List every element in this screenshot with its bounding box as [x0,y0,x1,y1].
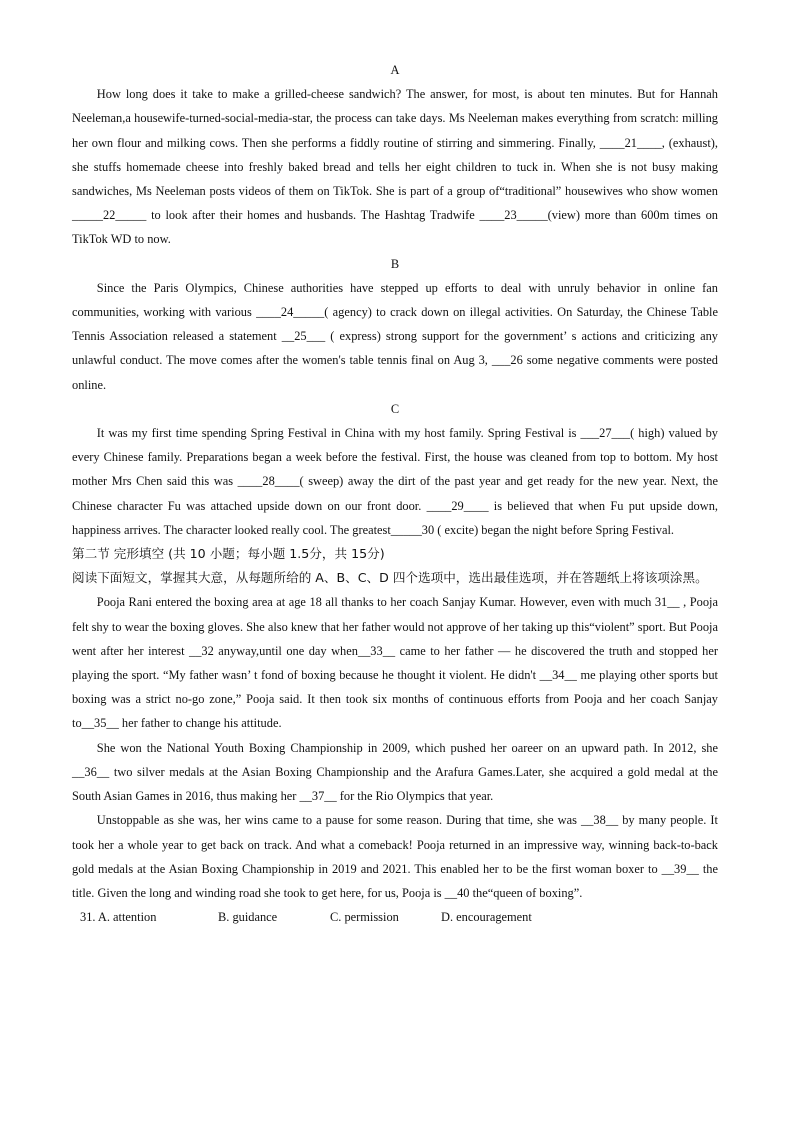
option-b: B. guidance [218,910,278,925]
section-b-heading: B [390,256,400,271]
option-d: D. encouragement [441,910,532,925]
section-b-paragraph: Since the Paris Olympics, Chinese authorities have stepped up efforts to deal with unruly behavior in online fan communities, working with various ____24_____( agency) to crack down on illegal activities. On Saturday, the Chinese Table Tennis Association released a statement __25___ ( express) strong support for the government’ s actions and criticizing any unlawful conduct. The move comes after the women's table tennis final on Aug 3, ___26 some negative comments were posted online. [72,280,718,392]
part2-instruction: 阅读下面短文，掌握其大意，从每题所给的 A、B、C、D 四个选项中，选出最佳选项，并在答题纸上将该项涂黑。 [72,570,708,586]
section-c-heading: C [390,401,400,416]
option-a: 31. A. attention [80,910,157,925]
cloze-paragraph-3: Unstoppable as she was, her wins came to a pause for some reason. During that time, she was __38__ by many people. It took her a whole year to get back on track. And what a comeback! Pooja returned in an impressive way, winning back-to-back gold medals at the Asian Boxing Championship in 2019 and 2021. This enabled her to be the first woman boxer to __39__ the title. Given the long and winding road she took to get here, for us, Pooja is __40 the“queen of boxing”. [72,813,718,900]
question-31-options [72,905,718,929]
section-a-heading: A [390,63,400,77]
document-page [72,58,718,929]
cloze-paragraph-2: She won the National Youth Boxing Championship in 2009, which pushed her oareer on an upward path. In 2012, she __36__ two silver medals at the Asian Boxing Championship and the Arafura Games.Later, she acquired a gold medal at the South Asian Games in 2016, thus making her __37__ for the Rio Olympics that year. [72,740,718,804]
cloze-paragraph-1: Pooja Rani entered the boxing area at age 18 all thanks to her coach Sanjay Kumar. However, even with much 31__ , Pooja felt shy to wear the boxing gloves. She also knew that her father would not approve of her taking up this“violent” sport. But Pooja went after her interest __32 anyway,until one day when__33__ came to her father — he discovered the truth and stopped her playing the sport. “My father wasn’ t fond of boxing because he thought it violent. He didn't __34__ me playing other sports but boxing was a strict no-go zone,” Pooja said. It then took six months of continuous efforts from Pooja and her coach Sanjay to__35__ her father to change his attitude. [72,595,718,731]
option-c: C. permission [330,910,399,925]
section-a-paragraph: How long does it take to make a grilled-cheese sandwich? The answer, for most, is about ten minutes. But for Hannah Neeleman,a housewife-turned-social-media-star, the process can take days. Ms Neeleman makes everything from scratch: milling her own flour and milking cows. Then she performs a fiddly routine of stirring and simmering. Finally, ____21____, (exhaust), she stuffs homemade cheese into freshly baked bread and tells her eight children to tuck in. When she is not busy making sandwiches, Ms Neeleman posts videos of them on TikTok. She is part of a group of“traditional” housewives who show women _____22_____ to look after their homes and husbands. The Hashtag Tradwife ____23_____(view) more than 600m times on TikTok WD to now. [72,87,718,247]
part2-title: 第二节 完形填空 (共 10 小题；每小题 1.5分，共 15分) [72,546,385,562]
section-c-paragraph: It was my first time spending Spring Festival in China with my host family. Spring Festival is ___27___( high) valued by every Chinese family. Preparations began a week before the festival. First, the house was cleaned from top to bottom. My host mother Mrs Chen said this was ____28____( sweep) away the dirt of the past year and get ready for the new year. Next, the Chinese character Fu was attached upside down on our front door. ____29____ is believed that when Fu put upside down, happiness arrives. The character looked really cool. The greatest_____30 ( excite) began the night before Spring Festival. [72,426,718,537]
